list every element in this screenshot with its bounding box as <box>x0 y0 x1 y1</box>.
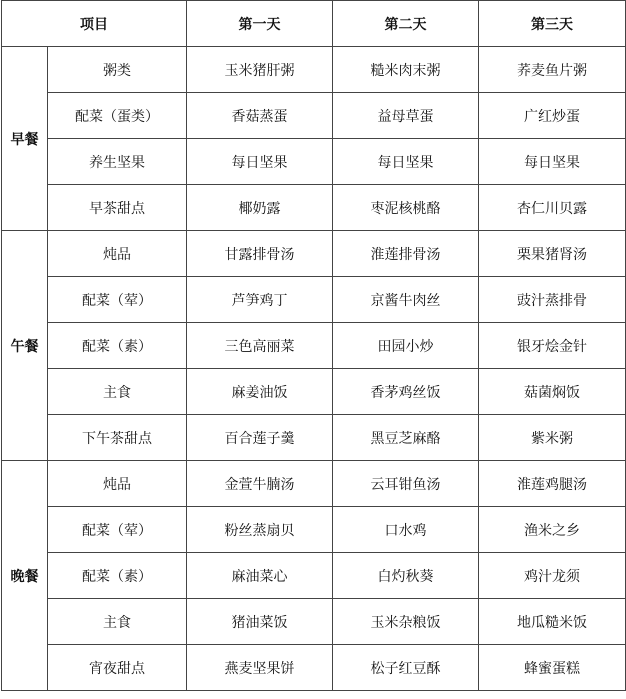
day1-cell: 甘露排骨汤 <box>187 231 333 277</box>
day3-cell: 豉汁蒸排骨 <box>479 277 626 323</box>
day1-cell: 金萱牛腩汤 <box>187 461 333 507</box>
item-cell: 炖品 <box>48 231 187 277</box>
item-cell: 配菜（荤） <box>48 277 187 323</box>
item-cell: 宵夜甜点 <box>48 645 187 691</box>
day1-cell: 玉米猪肝粥 <box>187 47 333 93</box>
table-row <box>2 277 626 323</box>
day2-cell: 每日坚果 <box>333 139 479 185</box>
menu-table <box>1 0 626 691</box>
item-cell: 配菜（蛋类） <box>48 93 187 139</box>
day1-cell: 百合莲子羹 <box>187 415 333 461</box>
item-cell: 主食 <box>48 369 187 415</box>
day1-cell: 麻油菜心 <box>187 553 333 599</box>
header-day2: 第二天 <box>333 1 479 47</box>
header-item: 项目 <box>2 1 187 47</box>
day3-cell: 地瓜糙米饭 <box>479 599 626 645</box>
table-row <box>2 599 626 645</box>
day2-cell: 松子红豆酥 <box>333 645 479 691</box>
day3-cell: 紫米粥 <box>479 415 626 461</box>
day1-cell: 燕麦坚果饼 <box>187 645 333 691</box>
day2-cell: 淮莲排骨汤 <box>333 231 479 277</box>
day1-cell: 三色高丽菜 <box>187 323 333 369</box>
day2-cell: 益母草蛋 <box>333 93 479 139</box>
table-row <box>2 139 626 185</box>
item-cell: 粥类 <box>48 47 187 93</box>
day2-cell: 口水鸡 <box>333 507 479 553</box>
day2-cell: 黑豆芝麻酪 <box>333 415 479 461</box>
day3-cell: 荞麦鱼片粥 <box>479 47 626 93</box>
day2-cell: 玉米杂粮饭 <box>333 599 479 645</box>
day1-cell: 椰奶露 <box>187 185 333 231</box>
day3-cell: 杏仁川贝露 <box>479 185 626 231</box>
day2-cell: 糙米肉末粥 <box>333 47 479 93</box>
item-cell: 养生坚果 <box>48 139 187 185</box>
table-row <box>2 93 626 139</box>
table-row <box>2 461 626 507</box>
day2-cell: 云耳钳鱼汤 <box>333 461 479 507</box>
day1-cell: 每日坚果 <box>187 139 333 185</box>
day3-cell: 菇菌焖饭 <box>479 369 626 415</box>
day2-cell: 枣泥核桃酪 <box>333 185 479 231</box>
table-row <box>2 185 626 231</box>
day3-cell: 银牙烩金针 <box>479 323 626 369</box>
day3-cell: 渔米之乡 <box>479 507 626 553</box>
item-cell: 配菜（荤） <box>48 507 187 553</box>
day1-cell: 麻姜油饭 <box>187 369 333 415</box>
item-cell: 下午茶甜点 <box>48 415 187 461</box>
day3-cell: 栗果猪肾汤 <box>479 231 626 277</box>
table-row <box>2 231 626 277</box>
day3-cell: 淮莲鸡腿汤 <box>479 461 626 507</box>
table-row <box>2 323 626 369</box>
day1-cell: 香菇蒸蛋 <box>187 93 333 139</box>
meal-lunch: 午餐 <box>2 231 48 461</box>
day1-cell: 猪油菜饭 <box>187 599 333 645</box>
meal-dinner: 晚餐 <box>2 461 48 691</box>
table-row <box>2 415 626 461</box>
table-row <box>2 645 626 691</box>
day1-cell: 粉丝蒸扇贝 <box>187 507 333 553</box>
item-cell: 配菜（素） <box>48 323 187 369</box>
table-row <box>2 47 626 93</box>
day3-cell: 广红炒蛋 <box>479 93 626 139</box>
header-row <box>2 1 626 47</box>
day3-cell: 鸡汁龙须 <box>479 553 626 599</box>
day2-cell: 京酱牛肉丝 <box>333 277 479 323</box>
item-cell: 早茶甜点 <box>48 185 187 231</box>
day3-cell: 蜂蜜蛋糕 <box>479 645 626 691</box>
item-cell: 配菜（素） <box>48 553 187 599</box>
day2-cell: 香茅鸡丝饭 <box>333 369 479 415</box>
table-row <box>2 507 626 553</box>
day3-cell: 每日坚果 <box>479 139 626 185</box>
table-row <box>2 553 626 599</box>
item-cell: 炖品 <box>48 461 187 507</box>
header-day3: 第三天 <box>479 1 626 47</box>
header-day1: 第一天 <box>187 1 333 47</box>
day2-cell: 田园小炒 <box>333 323 479 369</box>
item-cell: 主食 <box>48 599 187 645</box>
day2-cell: 白灼秋葵 <box>333 553 479 599</box>
meal-breakfast: 早餐 <box>2 47 48 231</box>
table-row <box>2 369 626 415</box>
day1-cell: 芦笋鸡丁 <box>187 277 333 323</box>
